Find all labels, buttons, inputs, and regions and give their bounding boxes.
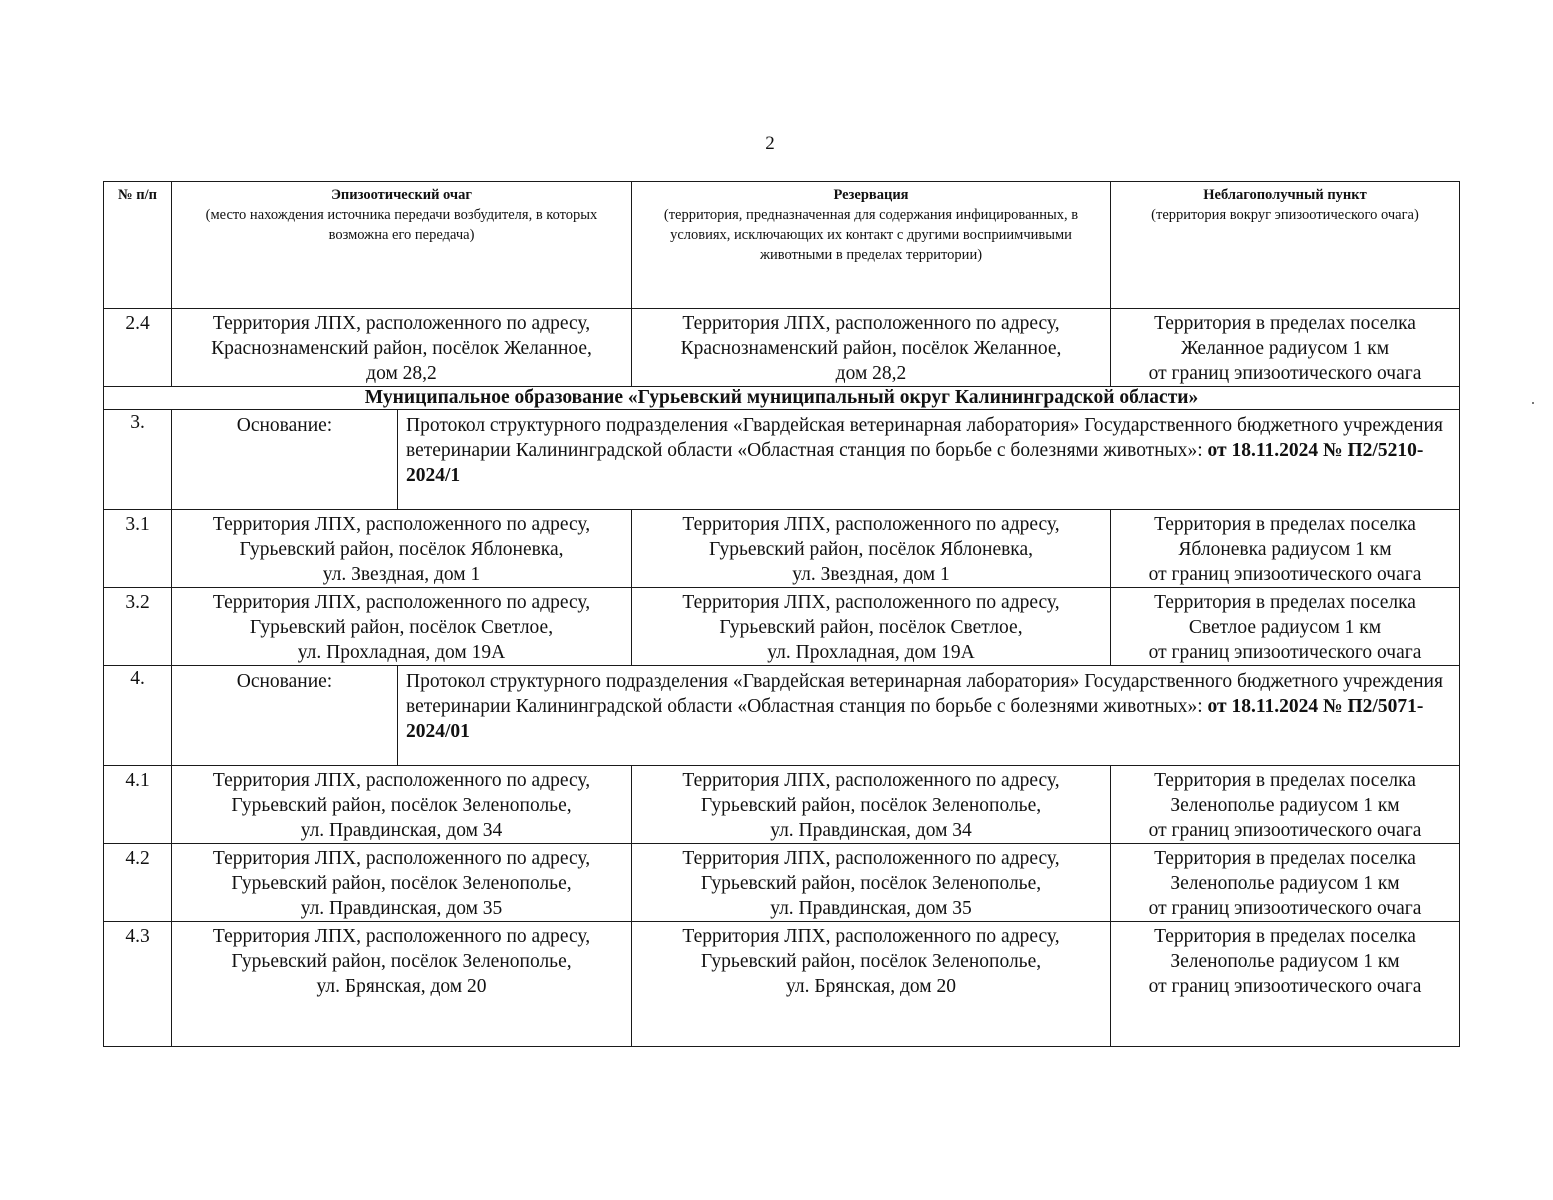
row-number: 3. [104, 410, 172, 510]
table-row [104, 922, 1460, 1047]
header-focus [172, 182, 632, 309]
table-row [104, 844, 1460, 922]
row-number: 2.4 [104, 309, 172, 387]
header-num: № п/п [104, 182, 172, 309]
basis-text: Протокол структурного подразделения «Гвардейская ветеринарная лаборатория» Государственного бюджетного учреждения ветеринарии Калининградской области «Областная станция по борьбе с болезнями животных»: от 18.11.2024 № П2/5071-2024/01 [398, 666, 1460, 766]
table-row [104, 766, 1460, 844]
section-title: Муниципальное образование «Гурьевский муниципальный округ Калининградской области» [104, 387, 1460, 410]
row-number: 4.1 [104, 766, 172, 844]
basis-reference: от 18.11.2024 № П2/5210-2024/1 [406, 440, 1424, 486]
header-point-title: Неблагополучный пункт [1203, 187, 1367, 203]
table-row [104, 510, 1460, 588]
point-cell: Территория в пределах поселка Светлое радиусом 1 км от границ эпизоотического очага [1111, 588, 1460, 666]
header-reserve [632, 182, 1111, 309]
point-cell: Территория в пределах поселка Зеленополье радиусом 1 км от границ эпизоотического очага [1111, 766, 1460, 844]
basis-row [104, 410, 1460, 510]
header-focus-desc: (место нахождения источника передачи возбудителя, в которых возможна его передача) [205, 207, 598, 243]
header-point [1111, 182, 1460, 309]
point-cell: Территория в пределах поселка Желанное радиусом 1 км от границ эпизоотического очага [1111, 309, 1460, 387]
row-number: 4.3 [104, 922, 172, 1047]
header-focus-title: Эпизоотический очаг [331, 187, 472, 203]
row-number: 4.2 [104, 844, 172, 922]
reserve-cell: Территория ЛПХ, расположенного по адресу, Гурьевский район, посёлок Светлое, ул. Прохладная, дом 19А [632, 588, 1111, 666]
scan-speck [1532, 402, 1534, 404]
focus-cell: Территория ЛПХ, расположенного по адресу, Гурьевский район, посёлок Зеленополье, ул. Брянская, дом 20 [172, 922, 632, 1047]
basis-label: Основание: [172, 410, 398, 510]
basis-reference: от 18.11.2024 № П2/5071-2024/01 [406, 696, 1424, 742]
row-number: 4. [104, 666, 172, 766]
focus-cell: Территория ЛПХ, расположенного по адресу, Гурьевский район, посёлок Зеленополье, ул. Правдинская, дом 35 [172, 844, 632, 922]
table-row [104, 309, 1460, 387]
reserve-cell: Территория ЛПХ, расположенного по адресу, Гурьевский район, посёлок Зеленополье, ул. Правдинская, дом 35 [632, 844, 1111, 922]
point-cell: Территория в пределах поселка Зеленополье радиусом 1 км от границ эпизоотического очага [1111, 922, 1460, 1047]
focus-cell: Территория ЛПХ, расположенного по адресу, Гурьевский район, посёлок Светлое, ул. Прохладная, дом 19А [172, 588, 632, 666]
basis-row [104, 666, 1460, 766]
table-row [104, 588, 1460, 666]
section-row [104, 387, 1460, 410]
focus-cell: Территория ЛПХ, расположенного по адресу, Гурьевский район, посёлок Яблоневка, ул. Звездная, дом 1 [172, 510, 632, 588]
point-cell: Территория в пределах поселка Яблоневка радиусом 1 км от границ эпизоотического очага [1111, 510, 1460, 588]
point-cell: Территория в пределах поселка Зеленополье радиусом 1 км от границ эпизоотического очага [1111, 844, 1460, 922]
row-number: 3.1 [104, 510, 172, 588]
reserve-cell: Территория ЛПХ, расположенного по адресу, Гурьевский район, посёлок Зеленополье, ул. Правдинская, дом 34 [632, 766, 1111, 844]
focus-cell: Территория ЛПХ, расположенного по адресу, Гурьевский район, посёлок Зеленополье, ул. Правдинская, дом 34 [172, 766, 632, 844]
row-number: 3.2 [104, 588, 172, 666]
epizootic-table [103, 181, 1460, 1047]
page-number: 2 [765, 133, 775, 154]
header-point-desc: (территория вокруг эпизоотического очага) [1151, 207, 1419, 223]
reserve-cell: Территория ЛПХ, расположенного по адресу, Гурьевский район, посёлок Яблоневка, ул. Звездная, дом 1 [632, 510, 1111, 588]
reserve-cell: Территория ЛПХ, расположенного по адресу, Гурьевский район, посёлок Зеленополье, ул. Брянская, дом 20 [632, 922, 1111, 1047]
basis-label: Основание: [172, 666, 398, 766]
table-header-row [104, 182, 1460, 309]
header-reserve-title: Резервация [833, 187, 909, 203]
reserve-cell: Территория ЛПХ, расположенного по адресу, Краснознаменский район, посёлок Желанное, дом 28,2 [632, 309, 1111, 387]
focus-cell: Территория ЛПХ, расположенного по адресу, Краснознаменский район, посёлок Желанное, дом 28,2 [172, 309, 632, 387]
basis-text: Протокол структурного подразделения «Гвардейская ветеринарная лаборатория» Государственного бюджетного учреждения ветеринарии Калининградской области «Областная станция по борьбе с болезнями животных»: от 18.11.2024 № П2/5210-2024/1 [398, 410, 1460, 510]
header-reserve-desc: (территория, предназначенная для содержания инфицированных, в условиях, исключающих их контакт с другими восприимчивыми животными в пределах территории) [663, 207, 1079, 263]
